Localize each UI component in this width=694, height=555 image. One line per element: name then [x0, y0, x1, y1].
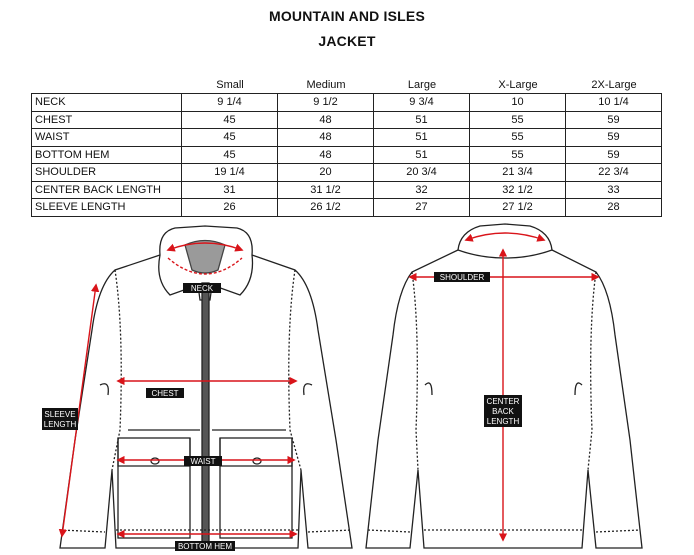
neck-tag: [183, 283, 221, 293]
measurement-label: SLEEVE LENGTH: [32, 199, 182, 217]
measurement-value: 45: [182, 111, 278, 129]
chest-tag-label: CHEST: [151, 389, 179, 398]
center-back-length-tag: [484, 395, 522, 427]
shoulder-tag-label: SHOULDER: [439, 273, 485, 282]
measurement-label: CHEST: [32, 111, 182, 129]
waist-tag: [184, 456, 222, 466]
front-collar-inner: [185, 241, 225, 274]
measurement-value: 55: [470, 111, 566, 129]
measurement-value: 21 3/4: [470, 164, 566, 182]
measurement-label: WAIST: [32, 129, 182, 147]
measurement-value: 9 1/2: [278, 94, 374, 112]
measurement-value: 20 3/4: [374, 164, 470, 182]
measurement-label: BOTTOM HEM: [32, 146, 182, 164]
size-header-2xlarge: 2X-Large: [591, 79, 637, 91]
measurement-value: 10 1/4: [566, 94, 662, 112]
measurement-value: 45: [182, 129, 278, 147]
sleeve-length-tag: [42, 408, 78, 430]
size-header-small: Small: [216, 79, 244, 91]
measurement-value: 51: [374, 129, 470, 147]
measurement-value: 59: [566, 146, 662, 164]
measurement-value: 48: [278, 111, 374, 129]
cbl-tag-line3: LENGTH: [486, 417, 520, 426]
measurement-value: 32: [374, 181, 470, 199]
front-pocket-right: [220, 438, 292, 538]
chest-tag: [146, 388, 184, 398]
measurement-value: 59: [566, 129, 662, 147]
measurement-value: 19 1/4: [182, 164, 278, 182]
measurement-value: 22 3/4: [566, 164, 662, 182]
neck-tag-label: NECK: [190, 284, 214, 293]
sleeve-tag-line1: SLEEVE: [44, 410, 76, 419]
back-collar: [458, 224, 552, 258]
front-zipper: [202, 283, 209, 548]
measurement-value: 51: [374, 146, 470, 164]
measurement-value: 45: [182, 146, 278, 164]
measurement-value: 27: [374, 199, 470, 217]
measurement-value: 26 1/2: [278, 199, 374, 217]
front-pocket-left: [118, 438, 190, 538]
measurement-value: 33: [566, 181, 662, 199]
measurement-value: 48: [278, 146, 374, 164]
measurement-value: 48: [278, 129, 374, 147]
measurement-value: 20: [278, 164, 374, 182]
bottom-hem-tag-label: BOTTOM HEM: [177, 542, 233, 551]
jacket-back: [366, 224, 642, 548]
measurement-value: 59: [566, 111, 662, 129]
size-header-large: Large: [407, 79, 437, 91]
page-subtitle: JACKET: [318, 33, 376, 49]
bottom-hem-tag: [175, 541, 235, 551]
cbl-tag-line2: BACK: [492, 407, 514, 416]
page-title: MOUNTAIN AND ISLES: [268, 8, 426, 24]
size-header-xlarge: X-Large: [498, 79, 538, 91]
measurement-label: CENTER BACK LENGTH: [32, 181, 182, 199]
measurement-label: NECK: [32, 94, 182, 112]
measurement-value: 31: [182, 181, 278, 199]
cbl-tag-line1: CENTER: [486, 397, 520, 406]
shoulder-tag: [434, 272, 490, 282]
measurement-value: 55: [470, 129, 566, 147]
measurement-value: 32 1/2: [470, 181, 566, 199]
waist-tag-label: WAIST: [190, 457, 216, 466]
measurement-value: 31 1/2: [278, 181, 374, 199]
sleeve-tag-line2: LENGTH: [43, 420, 77, 429]
size-header-medium: Medium: [306, 79, 346, 91]
measurement-value: 27 1/2: [470, 199, 566, 217]
measurement-value: 26: [182, 199, 278, 217]
measurement-label: SHOULDER: [32, 164, 182, 182]
measurement-value: 28: [566, 199, 662, 217]
measurement-value: 55: [470, 146, 566, 164]
measurement-value: 10: [470, 94, 566, 112]
measurement-value: 51: [374, 111, 470, 129]
measurement-value: 9 3/4: [374, 94, 470, 112]
measurement-value: 9 1/4: [182, 94, 278, 112]
